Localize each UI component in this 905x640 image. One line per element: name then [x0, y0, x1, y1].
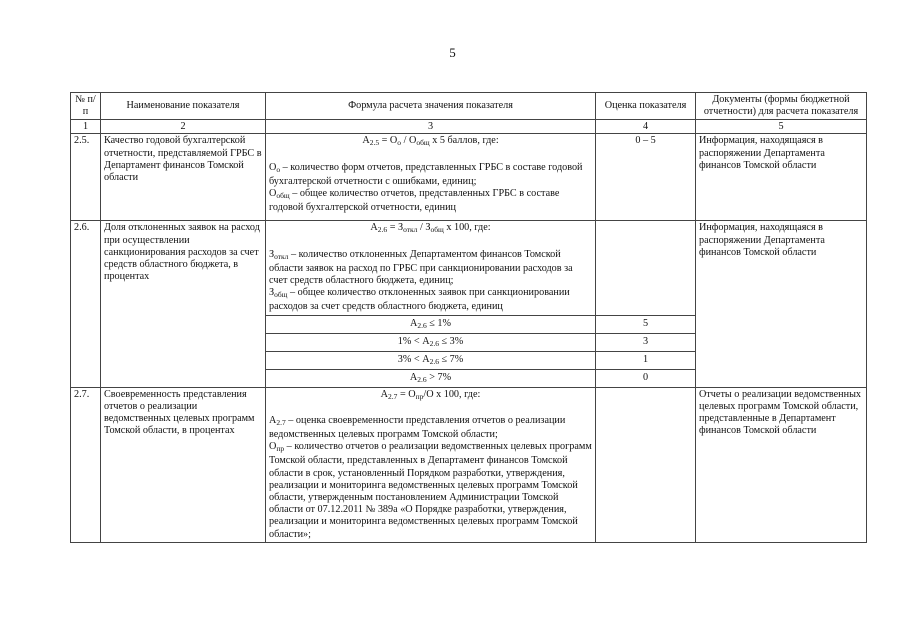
col-number: 4	[596, 120, 696, 134]
indicator-docs: Информация, находящаяся в распоряжении Департамента финансов Томской области	[696, 134, 867, 221]
formula-definition: $О_{общ}$ – общее количество отчетов, представленных ГРБС в составе годовой бухгалтерской отчетности, единиц	[269, 188, 560, 214]
header-formula: Формула расчета значения показателя	[266, 93, 596, 120]
formula-line: $А_{2.5} = О_о / О_{общ}$ х 5 баллов, где:	[362, 135, 499, 148]
header-row	[71, 93, 867, 120]
condition-score: 1	[596, 351, 696, 369]
indicator-docs: Отчеты о реализации ведомственных целевых программ Томской области, представленные в Департамент финансов Томской области	[696, 387, 867, 542]
table-row	[71, 134, 867, 221]
col-number: 5	[696, 120, 867, 134]
indicator-formula	[266, 387, 596, 542]
condition-score: 5	[596, 315, 696, 333]
condition: $1\% < А_{2.6} \le 3\%$	[266, 333, 596, 351]
row-number: 2.5.	[71, 134, 101, 221]
indicator-formula	[266, 134, 596, 221]
header-num: № п/п	[71, 93, 101, 120]
indicator-score: 0 – 5	[596, 134, 696, 221]
table-row	[71, 387, 867, 542]
header-docs: Документы (формы бюджетной отчетности) для расчета показателя	[696, 93, 867, 120]
condition-score: 3	[596, 333, 696, 351]
formula-line: $А_{2.7} = О_{пр}/О$ х 100, где:	[380, 388, 481, 401]
formula-definition: $З_{откл}$ – количество отклоненных Департаментом финансов Томской области заявок на расход по ГРБС при санкционировании расходов за счет средств областного бюджета, единиц;	[269, 248, 573, 287]
col-number: 3	[266, 120, 596, 134]
header-score: Оценка показателя	[596, 93, 696, 120]
formula-definition: $З_{общ}$ – общее количество отклоненных заявок при санкционировании расходов за счет средств областного бюджета, единиц	[269, 287, 570, 313]
formula-definition: $А_{2.7}$ – оценка своевременности представления отчетов о реализации ведомственных целевых программ Томской области;	[269, 414, 566, 441]
condition: $А_{2.6} \le 1\%$	[266, 315, 596, 333]
row-number: 2.7.	[71, 387, 101, 542]
indicator-name: Доля отклоненных заявок на расход при осуществлении санкционирования расходов за счет средств областного бюджета, в процентах	[101, 221, 266, 387]
formula-line: $А_{2.6} = З_{откл} / З_{общ}$ х 100, где:	[370, 222, 491, 235]
table-row	[71, 221, 867, 315]
indicator-score	[596, 221, 696, 315]
row-number: 2.6.	[71, 221, 101, 387]
col-number: 1	[71, 120, 101, 134]
indicators-table	[70, 92, 867, 543]
formula-definition: $О_{пр}$ – количество отчетов о реализации ведомственных целевых программ Томской области, представленных в Департамент финансов Томской области в срок, установленный Порядком разработки, утверждения, реализации и мониторинга ведомственных целевых программ Томской области, утвержденным постановлением Администрации Томской области от 07.12.2011 № 389а «О Порядке разработки, утверждения, реализации и мониторинга ведомственных целевых программ Томской области»;	[269, 441, 592, 540]
col-number: 2	[101, 120, 266, 134]
indicator-name: Качество годовой бухгалтерской отчетности, представляемой ГРБС в Департамент финансов Томской области	[101, 134, 266, 221]
column-number-row	[71, 120, 867, 134]
condition: $А_{2.6} > 7\%$	[266, 369, 596, 387]
indicator-formula	[266, 221, 596, 315]
indicator-name: Своевременность представления отчетов о реализации ведомственных целевых программ Томской области, в процентах	[101, 387, 266, 542]
condition-score: 0	[596, 369, 696, 387]
header-name: Наименование показателя	[101, 93, 266, 120]
indicator-docs: Информация, находящаяся в распоряжении Департамента финансов Томской области	[696, 221, 867, 387]
formula-definition: $О_о$ – количество форм отчетов, представленных ГРБС в составе годовой бухгалтерской отчетности с ошибками, единиц;	[269, 161, 583, 187]
indicator-score	[596, 387, 696, 542]
page-number: 5	[449, 45, 456, 60]
condition: $3\% < А_{2.6} \le 7\%$	[266, 351, 596, 369]
